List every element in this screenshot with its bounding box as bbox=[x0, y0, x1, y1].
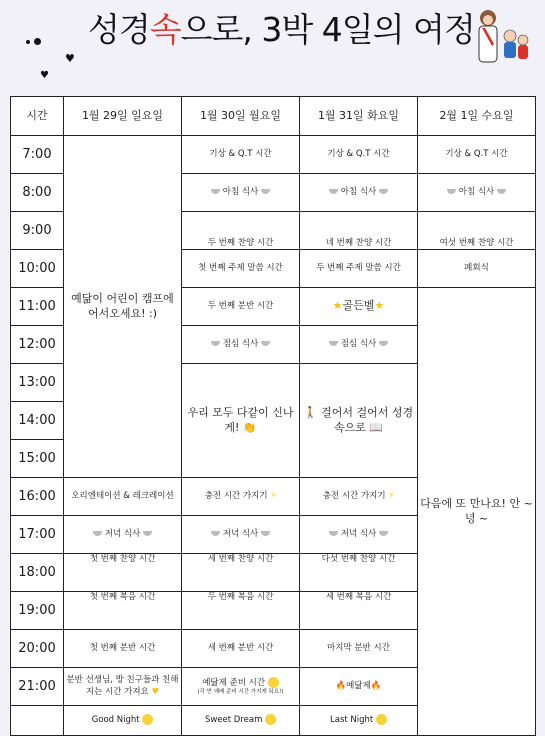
dish-icon bbox=[379, 189, 388, 194]
time-label: 14:00 bbox=[11, 402, 64, 440]
smile-icon bbox=[268, 677, 279, 688]
dish-icon bbox=[497, 189, 506, 194]
jesus-children-illustration bbox=[468, 6, 532, 70]
schedule-table bbox=[10, 96, 536, 736]
sun-friends: 분반 선생님, 방 친구들과 친해지는 시간 가져요 ♥ bbox=[64, 668, 182, 706]
page-title: 성경속으로, 3박 4일의 여정 bbox=[88, 10, 475, 49]
fire-icon: 🔥 bbox=[370, 680, 382, 691]
tue-gospel: 세 번째 복음 시간 bbox=[300, 592, 418, 630]
mon-wake: 기상 & Q.T 시간 bbox=[182, 136, 300, 174]
mon-word: 첫 번째 주제 말씀 시간 bbox=[182, 250, 300, 288]
clap-icon: 👏 bbox=[242, 420, 257, 434]
sun-gospel: 첫 번째 복음 시간 bbox=[64, 592, 182, 630]
time-label: 10:00 bbox=[11, 250, 64, 288]
time-label: 9:00 bbox=[11, 212, 64, 250]
wed-closing: 폐회식 bbox=[418, 250, 536, 288]
tue-lunch: 점심 식사 bbox=[300, 326, 418, 364]
star-icon: ★ bbox=[374, 299, 385, 313]
mon-lunch: 점심 식사 bbox=[182, 326, 300, 364]
time-label: 11:00 bbox=[11, 288, 64, 326]
tue-dinner: 저녁 식사 bbox=[300, 516, 418, 554]
walk-icon: 🚶 bbox=[303, 405, 318, 419]
dish-icon bbox=[329, 189, 338, 194]
mon-dinner: 저녁 식사 bbox=[182, 516, 300, 554]
moon-icon bbox=[265, 714, 276, 725]
header bbox=[0, 0, 545, 96]
dish-icon bbox=[211, 189, 220, 194]
tue-wake: 기상 & Q.T 시간 bbox=[300, 136, 418, 174]
mon-recharge: 충전 시간 가지기 ⚡ bbox=[182, 478, 300, 516]
dish-icon bbox=[329, 341, 338, 346]
heart-icon: ♥ bbox=[65, 52, 75, 65]
book-icon: 📖 bbox=[369, 420, 384, 434]
mon-praise: 두 번째 찬양 시간 bbox=[182, 212, 300, 250]
wed-praise: 여섯 번째 찬양 시간 bbox=[418, 212, 536, 250]
header-time: 시간 bbox=[11, 97, 64, 136]
sun-goodnight: Good Night bbox=[64, 706, 182, 736]
dish-icon bbox=[379, 531, 388, 536]
dish-icon bbox=[211, 341, 220, 346]
tue-recharge: 충전 시간 가지기 ⚡ bbox=[300, 478, 418, 516]
sun-share: 첫 번째 분반 시간 bbox=[64, 630, 182, 668]
fire-icon: 🔥 bbox=[335, 680, 347, 691]
time-label: 17:00 bbox=[11, 516, 64, 554]
tue-lastnight: Last Night bbox=[300, 706, 418, 736]
mon-sweetdream: Sweet Dream bbox=[182, 706, 300, 736]
time-label: 15:00 bbox=[11, 440, 64, 478]
time-label: 16:00 bbox=[11, 478, 64, 516]
tue-word: 두 번째 주제 말씀 시간 bbox=[300, 250, 418, 288]
lightning-icon: ⚡ bbox=[388, 490, 395, 501]
header-day: 1월 31일 화요일 bbox=[300, 97, 418, 136]
time-label: 18:00 bbox=[11, 554, 64, 592]
time-label: 13:00 bbox=[11, 364, 64, 402]
tue-breakfast: 아침 식사 bbox=[300, 174, 418, 212]
dish-icon bbox=[261, 189, 270, 194]
time-label: 21:00 bbox=[11, 668, 64, 706]
wed-breakfast: 아침 식사 bbox=[418, 174, 536, 212]
time-label: 7:00 bbox=[11, 136, 64, 174]
tue-praise: 다섯 번째 찬양 시간 bbox=[300, 554, 418, 592]
dish-icon bbox=[329, 531, 338, 536]
dish-icon bbox=[211, 531, 220, 536]
tue-praise: 네 번째 찬양 시간 bbox=[300, 212, 418, 250]
sun-welcome-cell: 예닮이 어린이 캠프에 어서오세요! :) bbox=[64, 136, 182, 478]
tue-walk: 🚶 걸어서 걸어서 성경 속으로 📖 bbox=[300, 364, 418, 478]
wed-bye-cell: 다음에 또 만나요! 안 ~ 녕 ~ bbox=[418, 288, 536, 736]
mon-gospel: 두 번째 복음 시간 bbox=[182, 592, 300, 630]
tue-share: 마지막 분반 시간 bbox=[300, 630, 418, 668]
time-label: 8:00 bbox=[11, 174, 64, 212]
heart-icon: ♥ bbox=[151, 686, 160, 697]
dish-icon bbox=[447, 189, 456, 194]
dish-icon bbox=[143, 531, 152, 536]
mon-worship-prep: 예닮제 준비 시간 (각 반 예배 준비 시간 가지게 되요!) bbox=[182, 668, 300, 706]
decor-dot bbox=[26, 40, 30, 44]
sun-praise: 첫 번째 찬양 시간 bbox=[64, 554, 182, 592]
time-label: 20:00 bbox=[11, 630, 64, 668]
star-icon: ★ bbox=[332, 299, 343, 313]
mon-breakfast: 아침 식사 bbox=[182, 174, 300, 212]
sun-dinner: 저녁 식사 bbox=[64, 516, 182, 554]
header-day: 1월 30일 월요일 bbox=[182, 97, 300, 136]
tue-goldenbell: ★골든벨★ bbox=[300, 288, 418, 326]
mon-share: 세 번째 분반 시간 bbox=[182, 630, 300, 668]
tue-festival: 🔥예닮제🔥 bbox=[300, 668, 418, 706]
wed-wake: 기상 & Q.T 시간 bbox=[418, 136, 536, 174]
lightning-icon: ⚡ bbox=[270, 490, 277, 501]
decor-dot bbox=[34, 38, 41, 45]
mon-share: 두 번째 분반 시간 bbox=[182, 288, 300, 326]
time-label: 12:00 bbox=[11, 326, 64, 364]
dish-icon bbox=[261, 531, 270, 536]
moon-icon bbox=[142, 714, 153, 725]
dish-icon bbox=[261, 341, 270, 346]
header-day: 2월 1일 수요일 bbox=[418, 97, 536, 136]
mon-praise: 세 번째 찬양 시간 bbox=[182, 554, 300, 592]
dish-icon bbox=[379, 341, 388, 346]
time-label: 19:00 bbox=[11, 592, 64, 630]
dish-icon bbox=[93, 531, 102, 536]
mon-fun: 우리 모두 다같이 신나게! 👏 bbox=[182, 364, 300, 478]
sun-orientation: 오리엔테이션 & 레크레이션 bbox=[64, 478, 182, 516]
moon-icon bbox=[376, 714, 387, 725]
heart-icon: ♥ bbox=[40, 70, 49, 81]
header-day: 1월 29일 일요일 bbox=[64, 97, 182, 136]
